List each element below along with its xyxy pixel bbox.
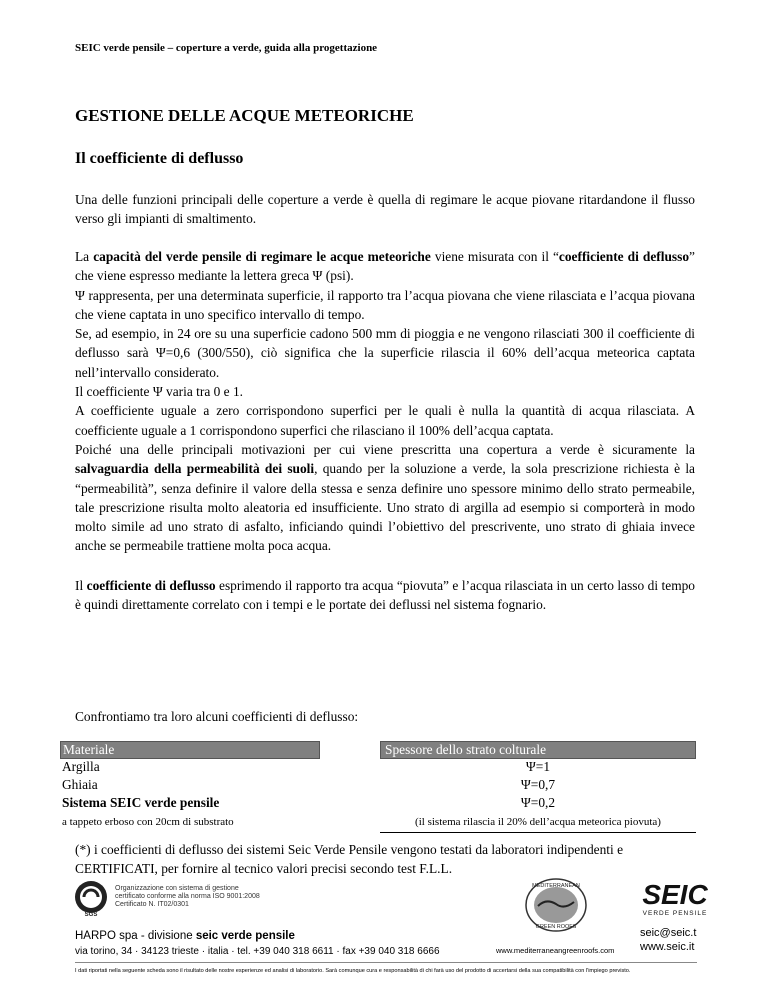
mediterranean-url-link[interactable]: www.mediterraneangreenroofs.com	[496, 946, 615, 955]
p4-text: Il	[75, 578, 87, 593]
footer-divider	[75, 962, 697, 963]
company-brand: seic verde pensile	[195, 930, 295, 942]
p2-line-example: Se, ad esempio, in 24 ore su una superficie cadono 500 mm di pioggia e ne vengono rilasciati 300 il coefficiente di deflusso sarà Ψ=0,6 (300/550), ciò significa che la superficie rilascia il 60% dell’acqua meteorica captata nell’intervallo considerato.	[75, 326, 695, 380]
coefficient-table	[60, 741, 696, 833]
table-cell-material: Argilla	[62, 759, 100, 774]
p2-line-definition: Ψ rappresenta, per una determinata superficie, il rapporto tra l’acqua piovana che viene rilasciata e l’acqua piovana che viene captata in uno specifico intervallo di tempo.	[75, 287, 695, 322]
footer-disclaimer: I dati riportati nella seguente scheda sono il risultato delle nostre esperienze ed analisi di laboratorio. Sarà comunque cura e responsabilità di chi farà uso del prodotto di accertarsi della sua compatibilità con l'impiego previsto.	[75, 968, 631, 974]
med-logo-bottom: GREEN ROOFS	[535, 924, 577, 930]
paragraph-permeability	[75, 440, 695, 556]
p3-text: , quando per la soluzione a verde, la sola prescrizione richiesta è la “permeabilità”, senza definire il valore della stessa e senza definire uno spessore minimo dello strato permeabile, tale prescrizione risulta molto aleatoria ed insufficiente. Uno strato di argilla ad esempio si comporterà in modo molto simile ad uno strato di asfalto, inficiando quindi l’obiettivo del prescrivente, uno strato di ghiaia invece anche se permeabile trattiene molta poca acqua.	[75, 461, 695, 554]
certification-note: (*) i coefficienti di deflusso dei sistemi Seic Verde Pensile vengono testati da laboratori indipendenti e CERTIFICATI, per fornire al tecnico valori precisi secondo test F.L.L.	[75, 842, 624, 876]
cert-line: Certificato N. IT02/0301	[115, 901, 189, 908]
company-division: - divisione	[137, 930, 196, 942]
p4-bold: coefficiente di deflusso	[86, 578, 216, 593]
p3-bold: salvaguardia della permeabilità dei suoli	[75, 461, 315, 477]
p2-bold-coefficient: coefficiente di deflusso	[558, 249, 690, 264]
paragraph-sewer	[75, 576, 695, 615]
table-cell-value: Ψ=0,7	[520, 777, 556, 792]
table-header-row	[60, 741, 696, 759]
table-cell-material: Ghiaia	[62, 777, 98, 792]
table-cell-material: a tappeto erboso con 20cm di substrato	[62, 816, 234, 828]
running-header: SEIC verde pensile – coperture a verde, guida alla progettazione	[75, 42, 378, 54]
paragraph-intro: Una delle funzioni principali delle coperture a verde è quella di regimare le acque piovane ritardandone il flusso verso gli impianti di smaltimento.	[75, 192, 695, 227]
cert-line: certificato conforme alla norma ISO 9001:2008	[115, 893, 260, 900]
paragraph-coefficient	[75, 247, 695, 440]
mediterranean-green-roofs-logo	[516, 876, 596, 934]
company-address: via torino, 34 · 34123 trieste · italia · tel. +39 040 318 6611 · fax +39 040 318 6666	[75, 946, 440, 957]
contact-block	[640, 926, 696, 954]
company-name	[75, 928, 295, 944]
p3-text: Poiché una delle principali motivazioni per cui viene prescritta una copertura a verde è sicuramente la	[75, 442, 695, 457]
company-prefix: HARPO spa	[75, 930, 138, 942]
table-row	[60, 759, 696, 777]
website-link[interactable]: www.seic.it	[640, 941, 695, 953]
seic-logo-text: SEIC	[642, 879, 708, 910]
seic-logo	[640, 874, 710, 918]
certification-text	[115, 885, 260, 909]
p2-line-extremes: A coefficiente uguale a zero corrispondono superfici per le quali è nulla la quantità di acqua rilasciata. A coefficiente uguale a 1 corrispondono superfici che rilasciano il 100% dell’acqua captata.	[75, 403, 695, 438]
table-row	[60, 777, 696, 795]
cert-line: Organizzazione con sistema di gestione	[115, 885, 239, 892]
table-row	[60, 795, 696, 813]
p2-text: viene misurata con il “	[430, 249, 559, 264]
table-bottom-rule	[380, 832, 696, 833]
paragraph-compare: Confrontiamo tra loro alcuni coefficienti di deflusso:	[75, 709, 359, 724]
p4-text: esprimendo il rapporto tra acqua “piovuta” e l’acqua rilasciata in un certo lasso di tempo è quindi direttamente correlato con i tempi e le portate dei deflussi nel sistema fognario.	[75, 578, 695, 613]
p2-line-range: Il coefficiente Ψ varia tra 0 e 1.	[75, 384, 244, 400]
email-link[interactable]: seic@seic.t	[640, 927, 697, 939]
p2-bold-capacity: capacità del verde pensile di regimare le acque meteoriche	[93, 249, 431, 264]
subsection-title: Il coefficiente di deflusso	[75, 150, 244, 167]
table-header-material: Materiale	[60, 741, 320, 759]
table-cell-value: Ψ=0,2	[520, 795, 556, 810]
table-cell-value: (il sistema rilascia il 20% dell’acqua meteorica piovuta)	[415, 816, 661, 828]
sgs-label: SGS	[84, 912, 98, 918]
table-row	[60, 813, 696, 833]
table-cell-value: Ψ=1	[525, 759, 551, 774]
p2-text: ” che viene espresso mediante la lettera greca Ψ (psi).	[75, 249, 695, 284]
p2-text: La	[75, 249, 94, 264]
section-title: GESTIONE DELLE ACQUE METEORICHE	[75, 106, 414, 125]
table-header-thickness: Spessore dello strato colturale	[380, 741, 696, 759]
seic-logo-sub: VERDE PENSILE	[642, 910, 708, 917]
sgs-certification-logo	[72, 880, 110, 918]
med-logo-top: MEDITERRANEAN	[532, 883, 580, 889]
table-cell-material: Sistema SEIC verde pensile	[62, 795, 220, 810]
